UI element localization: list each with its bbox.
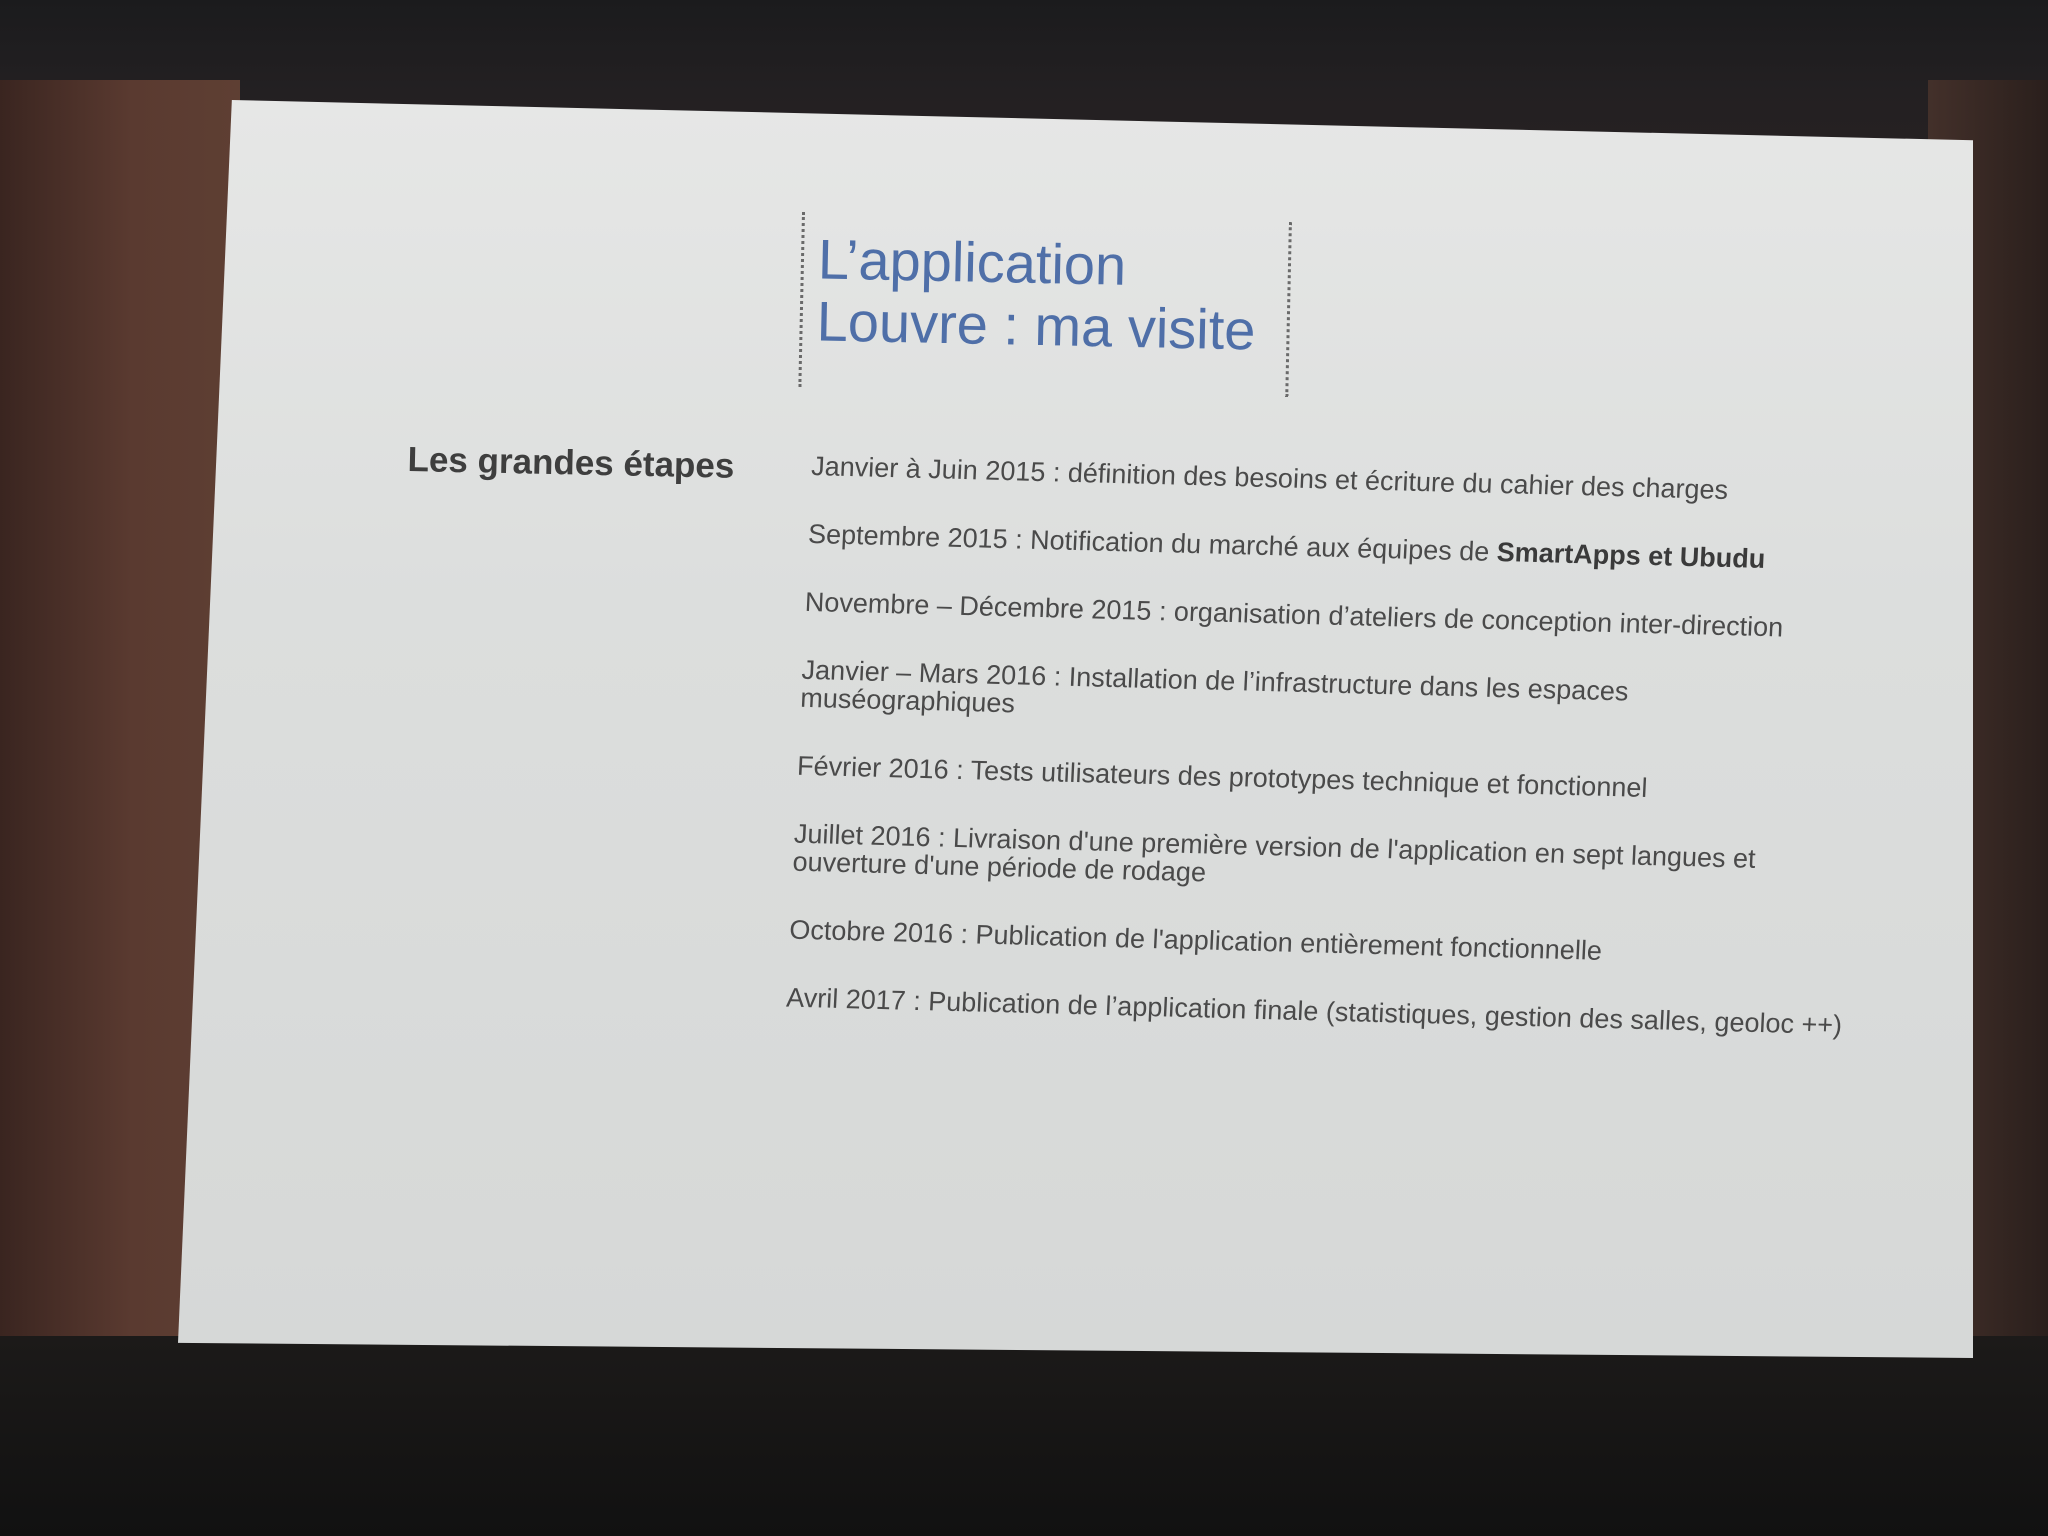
section-label: Les grandes étapes: [407, 440, 735, 486]
timeline-step: [789, 916, 1870, 972]
step-text: Avril 2017 : Publication de l’application finale (statistiques, gestion des salles, geoloc ++): [785, 982, 1843, 1041]
slide-title-line-2: Louvre : ma visite: [816, 289, 1257, 362]
step-text: Février 2016 : Tests utilisateurs des prototypes technique et fonctionnel: [796, 750, 1649, 803]
step-text: Janvier – Mars 2016 : Installation de l’infrastructure dans les espaces muséographiques: [799, 654, 1630, 719]
room-floor: [0, 1336, 2048, 1536]
timeline-step: [792, 820, 1874, 904]
step-text: Septembre 2015 : Notification du marché aux équipes de: [807, 518, 1498, 567]
timeline-list: [784, 452, 1892, 1080]
step-text: Janvier à Juin 2015 : définition des besoins et écriture du cahier des charges: [810, 451, 1729, 505]
timeline-step: [800, 656, 1782, 738]
timeline-step: [786, 984, 1867, 1040]
step-text: Novembre – Décembre 2015 : organisation d’ateliers de conception inter-direction: [804, 586, 1784, 643]
step-bold-text: SmartApps et Ubudu: [1496, 536, 1766, 574]
timeline-step: [804, 588, 1805, 642]
slide-title-line-1: L’application: [817, 227, 1127, 297]
timeline-step: [807, 520, 1888, 576]
timeline-step: [797, 752, 1878, 808]
slide-title-box: [798, 212, 1292, 397]
step-text: Juillet 2016 : Livraison d'une première version de l'application en sept langues et ouverture d'une période de rodage: [791, 818, 1757, 888]
step-text: Octobre 2016 : Publication de l'application entièrement fonctionnelle: [788, 914, 1603, 966]
